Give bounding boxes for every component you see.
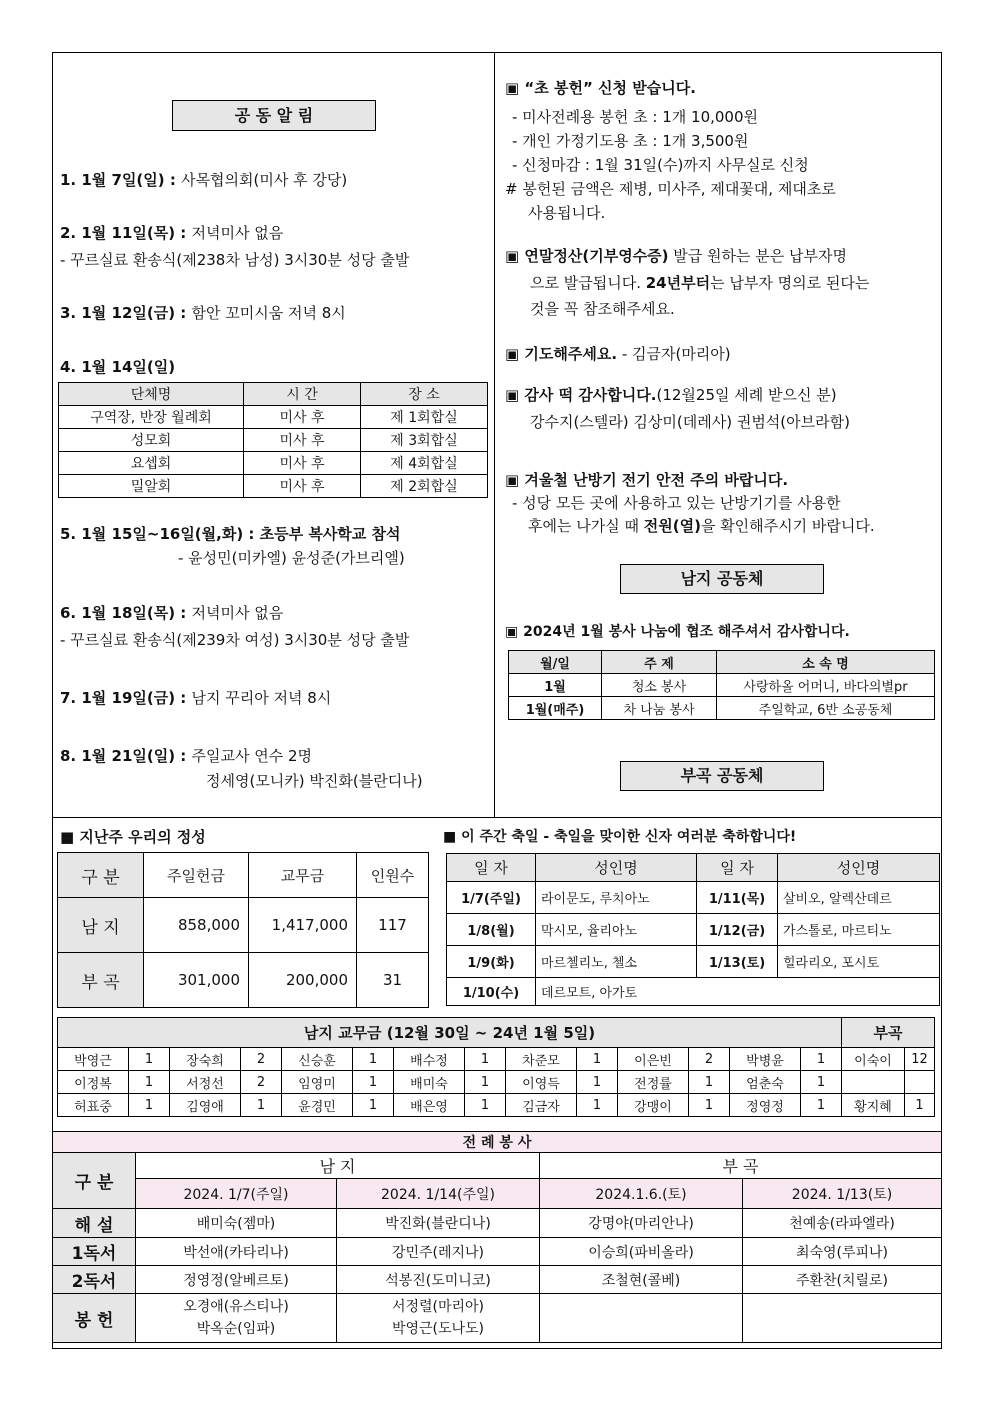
notice-item-8-sub: 정세영(모니카) 박진화(블란디나) bbox=[206, 772, 423, 790]
service-table bbox=[508, 650, 935, 720]
meeting-row: 요셉회 미사 후 제 4회합실 bbox=[59, 452, 488, 475]
candle-note-2: 사용됩니다. bbox=[528, 204, 606, 222]
liturgy-table bbox=[52, 1131, 942, 1343]
liturgy-title: 전 례 봉 사 bbox=[53, 1132, 942, 1153]
service-row: 1월 청소 봉사 사랑하올 어머니, 바다의별pr bbox=[509, 674, 935, 697]
notice-item-6-sub: - 꾸르실료 환송식(제239차 여성) 3시30분 성당 출발 bbox=[60, 631, 410, 649]
candle-line: - 신청마감 : 1월 31일(수)까지 사무실로 신청 bbox=[512, 156, 809, 174]
candle-line: - 개인 가정기도용 초 : 1개 3,500원 bbox=[512, 132, 749, 150]
feast-title: ■ 이 주간 축일 - 축일을 맞이한 신자 여러분 축하합니다! bbox=[443, 829, 797, 845]
feast-header: 일 자 bbox=[697, 854, 778, 882]
liturgy-date: 2024. 1/13(토) bbox=[743, 1179, 942, 1209]
feast-header: 일 자 bbox=[447, 854, 536, 882]
feast-table bbox=[446, 853, 940, 1006]
liturgy-gubun: 구 분 bbox=[53, 1153, 136, 1209]
notice-item-1: 1. 1월 7일(일) : 사목협의회(미사 후 강당) bbox=[60, 171, 348, 189]
tax-line-3: 것을 꼭 참조해주세요. bbox=[530, 300, 675, 318]
offering-table bbox=[57, 852, 429, 1008]
liturgy-row: 1독서 박선애(카타리나) 강민주(레지나) 이승희(파비올라) 최숙영(루피나) bbox=[53, 1238, 942, 1266]
feast-row: 1/8(월) 막시모, 율리아노 1/12(금) 가스톨로, 마르티노 bbox=[447, 914, 940, 946]
notice-item-6: 6. 1월 18일(목) : 저녁미사 없음 bbox=[60, 604, 284, 622]
prayer-request: ▣ 기도해주세요. - 김금자(마리아) bbox=[505, 345, 731, 363]
namji-community-title: 남지 공동체 bbox=[620, 564, 824, 594]
notice-item-2: 2. 1월 11일(목) : 저녁미사 없음 bbox=[60, 224, 284, 242]
feast-header: 성인명 bbox=[778, 854, 940, 882]
dues-bugok: 부곡 bbox=[842, 1018, 935, 1048]
offering-header: 인원수 bbox=[357, 853, 429, 898]
dues-row: 이정복 1 서정선 2 임영미 1 배미숙 1 이영득 1 전정률 1 엄춘숙 1 bbox=[58, 1071, 935, 1094]
liturgy-bugok: 부 곡 bbox=[540, 1153, 942, 1179]
meeting-header: 장 소 bbox=[361, 383, 488, 406]
meeting-row: 구역장, 반장 월례회 미사 후 제 1회합실 bbox=[59, 406, 488, 429]
dues-title: 남지 교무금 (12월 30일 ~ 24년 1월 5일) bbox=[58, 1018, 842, 1048]
candle-line: - 미사전례용 봉헌 초 : 1개 10,000원 bbox=[512, 108, 759, 126]
notice-item-5-sub: - 윤성민(미카엘) 윤성준(가브리엘) bbox=[178, 549, 405, 567]
offering-header: 구 분 bbox=[58, 853, 144, 898]
heater-title: ▣ 겨울철 난방기 전기 안전 주의 바랍니다. bbox=[505, 471, 789, 489]
notice-item-5: 5. 1월 15일~16일(월,화) : 초등부 복사학교 참석 bbox=[60, 525, 401, 543]
section-divider bbox=[52, 817, 942, 818]
feast-header: 성인명 bbox=[536, 854, 697, 882]
offering-row: 부 곡 301,000 200,000 31 bbox=[58, 953, 429, 1008]
feast-row: 1/10(수) 데르모트, 아가토 bbox=[447, 978, 940, 1006]
service-header: 소 속 명 bbox=[717, 651, 935, 674]
notice-title: 공 동 알 림 bbox=[172, 100, 376, 131]
meeting-header: 단체명 bbox=[59, 383, 244, 406]
offering-row: 남 지 858,000 1,417,000 117 bbox=[58, 898, 429, 953]
service-title: ▣ 2024년 1월 봉사 나눔에 협조 해주셔서 감사합니다. bbox=[505, 624, 850, 640]
candle-title: ▣ “초 봉헌” 신청 받습니다. bbox=[505, 79, 696, 97]
tax-line-1: ▣ 연말정산(기부영수증) 발급 원하는 분은 납부자명 bbox=[505, 247, 847, 265]
meeting-row: 성모회 미사 후 제 3회합실 bbox=[59, 429, 488, 452]
service-header: 월/일 bbox=[509, 651, 602, 674]
notice-item-3: 3. 1월 12일(금) : 함안 꼬미시움 저녁 8시 bbox=[60, 304, 346, 322]
liturgy-date: 2024. 1/14(주일) bbox=[337, 1179, 540, 1209]
liturgy-date: 2024.1.6.(토) bbox=[540, 1179, 743, 1209]
heater-line-2: 후에는 나가실 때 전원(열)을 확인해주시기 바랍니다. bbox=[528, 517, 875, 535]
tax-line-2: 으로 발급됩니다. 24년부터는 납부자 명의로 된다는 bbox=[530, 274, 870, 292]
offering-header: 교무금 bbox=[249, 853, 357, 898]
notice-item-8: 8. 1월 21일(일) : 주일교사 연수 2명 bbox=[60, 747, 313, 765]
liturgy-namji: 남 지 bbox=[136, 1153, 540, 1179]
thanks-line: ▣ 감사 떡 감사합니다.(12월25일 세례 받으신 분) bbox=[505, 386, 837, 404]
meeting-header: 시 간 bbox=[244, 383, 361, 406]
notice-item-7: 7. 1월 19일(금) : 남지 꾸리아 저녁 8시 bbox=[60, 689, 332, 707]
feast-row: 1/7(주일) 라이문도, 루치아노 1/11(목) 살비오, 알렉산데르 bbox=[447, 882, 940, 914]
dues-row: 허표중 1 김영애 1 윤경민 1 배은영 1 김금자 1 강맹이 1 정영정 1 황지혜 1 bbox=[58, 1094, 935, 1117]
offering-header: 주일헌금 bbox=[144, 853, 249, 898]
service-header: 주 제 bbox=[602, 651, 717, 674]
liturgy-row: 해 설 배미숙(젬마) 박진화(블란디나) 강명야(마리안나) 천예송(라파엘라) bbox=[53, 1209, 942, 1238]
liturgy-row: 2독서 정영정(알베르토) 석봉진(도미니코) 조철현(콜베) 주환찬(치릴로) bbox=[53, 1266, 942, 1294]
liturgy-offer-row: 봉 헌 오경애(유스티나) 박옥순(임파) 서정렬(마리아) 박영근(도나도) bbox=[53, 1294, 942, 1343]
service-row: 1월(매주) 차 나눔 봉사 주일학교, 6반 소공동체 bbox=[509, 697, 935, 720]
offering-title: ■ 지난주 우리의 정성 bbox=[60, 828, 206, 846]
feast-row: 1/9(화) 마르첼리노, 첼소 1/13(토) 힐라리오, 포시토 bbox=[447, 946, 940, 978]
column-divider bbox=[494, 52, 495, 818]
notice-item-2-sub: - 꾸르실료 환송식(제238차 남성) 3시30분 성당 출발 bbox=[60, 251, 410, 269]
dues-row: 박영근 1 장숙희 2 신승훈 1 배수정 1 차준모 1 이은빈 2 박병윤 1 이숙이 12 bbox=[58, 1048, 935, 1071]
notice-item-4: 4. 1월 14일(일) bbox=[60, 358, 176, 376]
heater-line-1: - 성당 모든 곳에 사용하고 있는 난방기기를 사용한 bbox=[512, 494, 841, 512]
candle-note: # 봉헌된 금액은 제병, 미사주, 제대꽃대, 제대초로 bbox=[505, 180, 836, 198]
meeting-table bbox=[58, 382, 488, 498]
bugok-community-title: 부곡 공동체 bbox=[620, 761, 824, 791]
meeting-row: 밀알회 미사 후 제 2회합실 bbox=[59, 475, 488, 498]
dues-table bbox=[57, 1017, 935, 1117]
thanks-names: 강수지(스텔라) 김상미(데레사) 권범석(아브라함) bbox=[530, 413, 850, 431]
liturgy-date: 2024. 1/7(주일) bbox=[136, 1179, 337, 1209]
